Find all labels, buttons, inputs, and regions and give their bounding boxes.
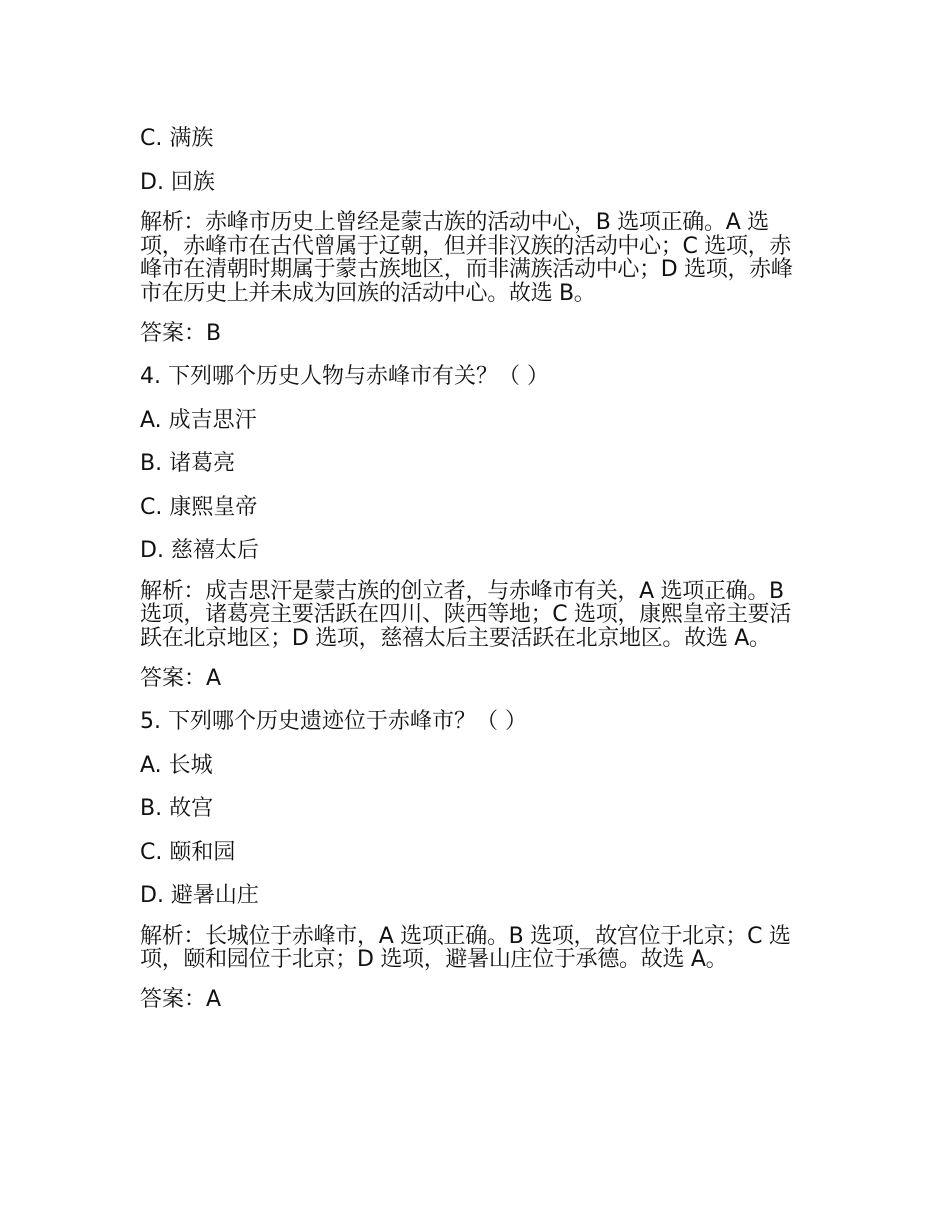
q4-option-a: A. 成吉思汗 xyxy=(140,407,257,433)
q3-option-c: C. 满族 xyxy=(140,126,214,151)
q4-option-d: D. 慈禧太后 xyxy=(140,538,259,563)
q4-answer: 答案：A xyxy=(140,665,222,691)
q5-option-c: C. 颐和园 xyxy=(140,839,236,865)
q5-option-d: D. 避暑山庄 xyxy=(140,883,259,908)
document-page xyxy=(140,124,812,1029)
q4-analysis: 解析：成吉思汗是蒙古族的创立者，与赤峰市有关，A 选项正确。B 选项，诸葛亮主要活跃在四川、陕西等地；C 选项，康熙皇帝主要活跃在北京地区；D 选项，慈禧太后主要活跃在北京地区。故选 A。 xyxy=(140,578,792,651)
q4-option-b: B. 诸葛亮 xyxy=(140,451,236,476)
q3-analysis: 解析：赤峰市历史上曾经是蒙古族的活动中心，B 选项正确。A 选项，赤峰市在古代曾属于辽朝，但并非汉族的活动中心；C 选项，赤峰市在清朝时期属于蒙古族地区，而非满族活动中心；D 选项，赤峰市在历史上并未成为回族的活动中心。故选 B。 xyxy=(140,210,793,306)
q4-option-c: C. 康熙皇帝 xyxy=(140,494,258,520)
q3-answer: 答案：B xyxy=(140,320,222,346)
q5-question: 5. 下列哪个历史遗迹位于赤峰市？（ ） xyxy=(140,709,527,734)
q5-option-a: A. 长城 xyxy=(140,752,213,778)
q5-option-b: B. 故宫 xyxy=(140,796,214,821)
q3-option-d: D. 回族 xyxy=(140,169,215,195)
q4-question: 4. 下列哪个历史人物与赤峰市有关？（ ） xyxy=(140,364,549,389)
q5-answer: 答案：A xyxy=(140,987,222,1012)
q5-analysis: 解析：长城位于赤峰市，A 选项正确。B 选项，故宫位于北京；C 选项，颐和园位于北京；D 选项，避暑山庄位于承德。故选 A。 xyxy=(140,923,791,972)
